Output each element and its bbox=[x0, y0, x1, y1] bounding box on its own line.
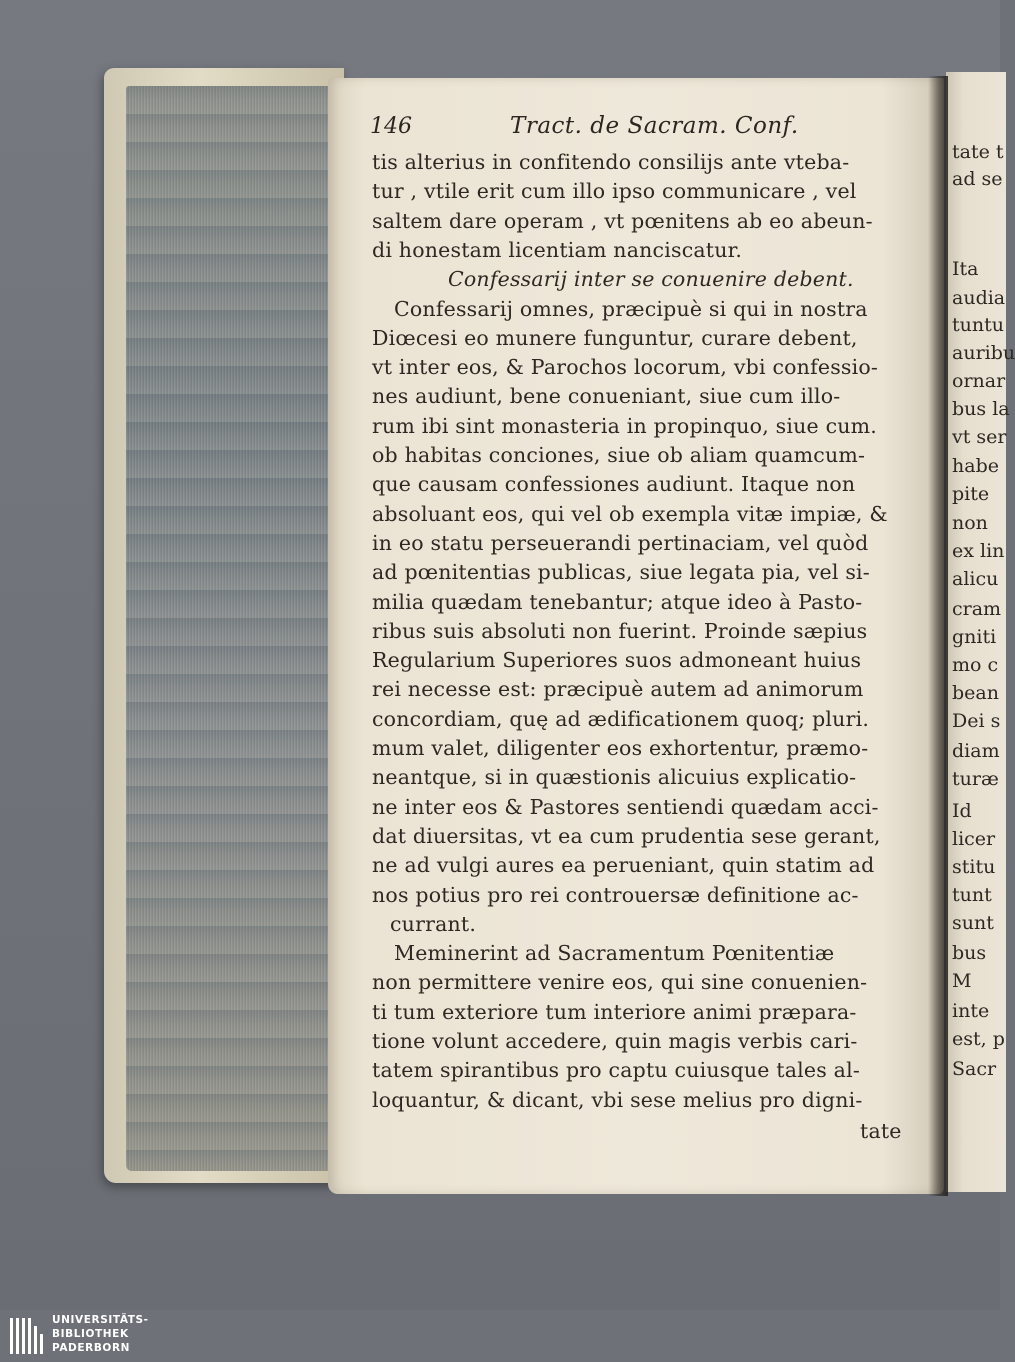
facing-text-fragment: bean bbox=[952, 682, 999, 704]
facing-text-fragment: diam bbox=[952, 740, 1000, 762]
text-line: loquantur, & dicant, vbi sese melius pro digni- bbox=[372, 1088, 863, 1112]
facing-text-fragment: alicu bbox=[952, 568, 999, 590]
facing-text-fragment: bus la bbox=[952, 398, 1010, 420]
text-line: Regularium Superiores suos admoneant huius bbox=[372, 648, 862, 672]
library-logo-icon bbox=[8, 1314, 44, 1358]
text-line: milia quædam tenebantur; atque ideo à Pasto- bbox=[372, 590, 863, 614]
text-line: in eo statu perseuerandi pertinaciam, vel quòd bbox=[372, 531, 869, 555]
facing-text-fragment: sunt bbox=[952, 912, 994, 934]
text-line: vt inter eos, & Parochos locorum, vbi confessio- bbox=[372, 355, 879, 379]
page-edges bbox=[126, 86, 340, 1171]
text-line: neantque, si in quæstionis alicuius explicatio- bbox=[372, 765, 857, 789]
page-number: 146 bbox=[370, 114, 412, 139]
facing-text-fragment: stitu bbox=[952, 856, 996, 878]
facing-text-fragment: est, p bbox=[952, 1028, 1005, 1050]
text-line: Diœcesi eo munere funguntur, curare debent, bbox=[372, 326, 858, 350]
text-line: rum ibi sint monasteria in propinquo, siue cum. bbox=[372, 414, 878, 438]
running-title: Tract. de Sacram. Conf. bbox=[510, 113, 799, 139]
facing-text-fragment: ornar bbox=[952, 370, 1006, 392]
text-line: ne ad vulgi aures ea perueniant, quin statim ad bbox=[372, 853, 875, 877]
facing-text-fragment: Ita bbox=[952, 258, 979, 280]
facing-text-fragment: vt ser bbox=[952, 426, 1007, 448]
text-line: ob habitas conciones, siue ob aliam quamcum- bbox=[372, 443, 866, 467]
section-heading: Confessarij inter se conuenire debent. bbox=[448, 267, 854, 291]
catchword: tate bbox=[860, 1119, 902, 1143]
text-line: absoluant eos, qui vel ob exempla vitæ impiæ, & bbox=[372, 502, 888, 526]
text-line: nos potius pro rei controuersæ definitione ac- bbox=[372, 883, 859, 907]
facing-text-fragment: M bbox=[952, 970, 972, 992]
text-line: saltem dare operam , vt pœnitens ab eo abeun- bbox=[372, 209, 873, 233]
facing-text-fragment: Dei s bbox=[952, 710, 1001, 732]
text-line: tatem spirantibus pro captu cuiusque tales al- bbox=[372, 1058, 860, 1082]
text-line: ti tum exteriore tum interiore animi præpara- bbox=[372, 1000, 857, 1024]
facing-text-fragment: Sacr bbox=[952, 1058, 997, 1080]
facing-text-fragment: pite bbox=[952, 483, 990, 505]
text-line: Confessarij omnes, præcipuè si qui in nostra bbox=[394, 297, 868, 321]
facing-text-fragment: tuntu bbox=[952, 314, 1004, 336]
facing-text-fragment: Id bbox=[952, 800, 972, 822]
text-line: Meminerint ad Sacramentum Pœnitentiæ bbox=[394, 941, 835, 965]
text-line: tur , vtile erit cum illo ipso communicare , vel bbox=[372, 179, 857, 203]
text-line: tione volunt accedere, quin magis verbis cari- bbox=[372, 1029, 858, 1053]
text-line: concordiam, quę ad ædificationem quoq; pluri. bbox=[372, 707, 870, 731]
facing-text-fragment: turæ bbox=[952, 768, 999, 790]
facing-text-fragment: tunt bbox=[952, 884, 992, 906]
gutter-shadow bbox=[928, 76, 948, 1196]
facing-text-fragment: audia bbox=[952, 287, 1006, 309]
text-line: ad pœnitentias publicas, siue legata pia, vel si- bbox=[372, 560, 870, 584]
facing-text-fragment: cram bbox=[952, 598, 1002, 620]
facing-text-fragment: gniti bbox=[952, 626, 997, 648]
text-line: ribus suis absoluti non fuerint. Proinde sæpius bbox=[372, 619, 868, 643]
text-line: mum valet, diligenter eos exhortentur, præmo- bbox=[372, 736, 869, 760]
logo-text-line-2: BIBLIOTHEK bbox=[52, 1328, 129, 1340]
text-line: rei necesse est: præcipuè autem ad animorum bbox=[372, 677, 864, 701]
logo-text-line-1: UNIVERSITÄTS- bbox=[52, 1314, 149, 1326]
text-line: dat diuersitas, vt ea cum prudentia sese gerant, bbox=[372, 824, 881, 848]
text-line: que causam confessiones audiunt. Itaque non bbox=[372, 472, 856, 496]
text-line: non permittere venire eos, qui sine conuenien- bbox=[372, 970, 868, 994]
facing-text-fragment: non bbox=[952, 512, 988, 534]
facing-text-fragment: inte bbox=[952, 1000, 990, 1022]
text-line: currant. bbox=[390, 912, 477, 936]
facing-text-fragment: habe bbox=[952, 455, 999, 477]
footer-bar bbox=[0, 1310, 1000, 1362]
facing-text-fragment: mo c bbox=[952, 654, 999, 676]
text-line: ne inter eos & Pastores sentiendi quædam acci- bbox=[372, 795, 879, 819]
text-line: di honestam licentiam nanciscatur. bbox=[372, 238, 743, 262]
facing-text-fragment: bus bbox=[952, 942, 987, 964]
facing-text-fragment: ad se bbox=[952, 168, 1003, 190]
facing-text-fragment: auribu bbox=[952, 342, 1015, 364]
text-line: tis alterius in confitendo consilijs ante vteba- bbox=[372, 150, 850, 174]
text-line: nes audiunt, bene conueniant, siue cum illo- bbox=[372, 384, 841, 408]
facing-text-fragment: licer bbox=[952, 828, 996, 850]
facing-text-fragment: ex lin bbox=[952, 540, 1005, 562]
logo-text-line-3: PADERBORN bbox=[52, 1342, 131, 1354]
facing-text-fragment: tate t bbox=[952, 141, 1004, 163]
